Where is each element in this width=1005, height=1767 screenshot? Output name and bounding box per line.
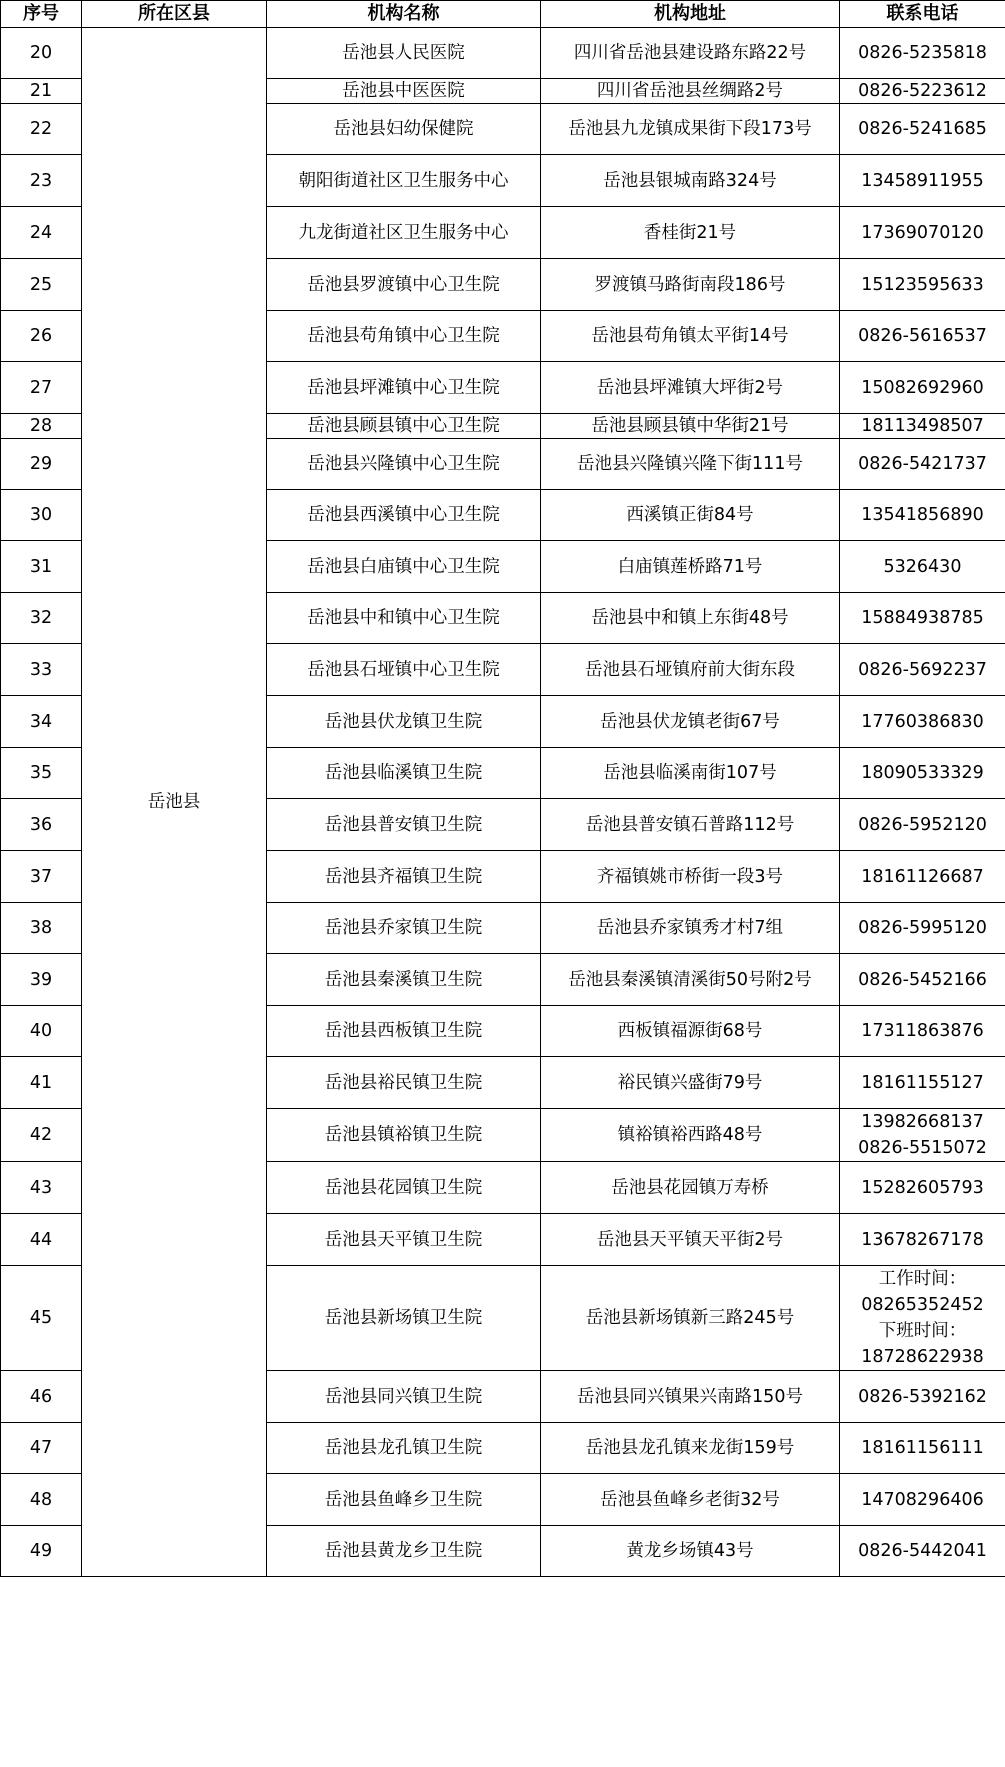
institution-address: 岳池县银城南路324号 <box>541 155 840 207</box>
contact-phone <box>840 799 1005 851</box>
contact-phone <box>840 1162 1005 1214</box>
row-index: 36 <box>1 799 82 851</box>
row-index: 47 <box>1 1423 82 1474</box>
institution-name: 岳池县伏龙镇卫生院 <box>267 696 541 748</box>
institution-name: 岳池县坪滩镇中心卫生院 <box>267 362 541 414</box>
institution-address: 岳池县普安镇石普路112号 <box>541 799 840 851</box>
institution-address: 四川省岳池县建设路东路22号 <box>541 28 840 79</box>
institution-name: 岳池县鱼峰乡卫生院 <box>267 1474 541 1526</box>
institution-address: 香桂街21号 <box>541 207 840 259</box>
institution-name: 岳池县西溪镇中心卫生院 <box>267 490 541 541</box>
institution-address: 罗渡镇马路街南段186号 <box>541 259 840 311</box>
row-index: 40 <box>1 1006 82 1057</box>
institution-address: 岳池县花园镇万寿桥 <box>541 1162 840 1214</box>
row-index: 29 <box>1 439 82 490</box>
row-index: 39 <box>1 954 82 1006</box>
phone-line: 0826-5235818 <box>858 43 987 63</box>
phone-line: 08265352452 <box>861 1295 984 1315</box>
row-index: 33 <box>1 644 82 696</box>
institution-address: 四川省岳池县丝绸路2号 <box>541 79 840 104</box>
institution-address: 齐福镇姚市桥街一段3号 <box>541 851 840 903</box>
institution-name: 岳池县兴隆镇中心卫生院 <box>267 439 541 490</box>
institution-name: 岳池县乔家镇卫生院 <box>267 903 541 954</box>
row-index: 30 <box>1 490 82 541</box>
institution-address: 岳池县中和镇上东街48号 <box>541 593 840 644</box>
row-index: 26 <box>1 311 82 362</box>
institution-name: 岳池县罗渡镇中心卫生院 <box>267 259 541 311</box>
phone-line: 0826-5995120 <box>858 918 987 938</box>
row-index: 23 <box>1 155 82 207</box>
phone-line: 13458911955 <box>861 170 984 191</box>
institution-name: 岳池县天平镇卫生院 <box>267 1214 541 1266</box>
contact-phone <box>840 644 1005 696</box>
row-index: 46 <box>1 1371 82 1423</box>
institution-name: 岳池县同兴镇卫生院 <box>267 1371 541 1423</box>
phone-line: 15123595633 <box>861 274 984 295</box>
institution-name: 岳池县镇裕镇卫生院 <box>267 1109 541 1162</box>
institution-name: 岳池县中和镇中心卫生院 <box>267 593 541 644</box>
row-index: 42 <box>1 1109 82 1162</box>
institution-address: 西溪镇正街84号 <box>541 490 840 541</box>
header-row <box>1 1 1005 28</box>
institution-address: 裕民镇兴盛街79号 <box>541 1057 840 1109</box>
phone-line: 15282605793 <box>861 1177 984 1198</box>
institution-name: 岳池县中医医院 <box>267 79 541 104</box>
phone-line: 0826-5452166 <box>858 969 987 990</box>
institution-name: 岳池县普安镇卫生院 <box>267 799 541 851</box>
institution-address: 镇裕镇裕西路48号 <box>541 1109 840 1162</box>
contact-phone <box>840 79 1005 104</box>
row-index: 25 <box>1 259 82 311</box>
contact-phone <box>840 593 1005 644</box>
row-index: 49 <box>1 1526 82 1577</box>
contact-phone <box>840 1057 1005 1109</box>
contact-phone <box>840 1526 1005 1577</box>
header-address: 机构地址 <box>541 1 840 28</box>
institution-name: 岳池县秦溪镇卫生院 <box>267 954 541 1006</box>
contact-phone <box>840 155 1005 207</box>
phone-line: 18161126687 <box>861 866 984 887</box>
institution-address: 黄龙乡场镇43号 <box>541 1526 840 1577</box>
institution-name: 岳池县苟角镇中心卫生院 <box>267 311 541 362</box>
phone-line: 0826-5952120 <box>858 814 987 835</box>
contact-phone <box>840 851 1005 903</box>
phone-line: 18728622938 <box>861 1347 984 1367</box>
phone-line: 0826-5692237 <box>858 659 987 680</box>
institution-name: 岳池县齐福镇卫生院 <box>267 851 541 903</box>
header-district: 所在区县 <box>82 1 267 28</box>
institution-address: 岳池县同兴镇果兴南路150号 <box>541 1371 840 1423</box>
phone-line: 15884938785 <box>861 608 984 628</box>
institution-address: 岳池县苟角镇太平街14号 <box>541 311 840 362</box>
header-index: 序号 <box>1 1 82 28</box>
phone-line: 17760386830 <box>861 711 984 732</box>
contact-phone <box>840 696 1005 748</box>
phone-line: 0826-5241685 <box>858 119 987 139</box>
row-index: 41 <box>1 1057 82 1109</box>
phone-line: 工作时间： <box>878 1269 967 1289</box>
institution-address: 岳池县石垭镇府前大街东段 <box>541 644 840 696</box>
contact-phone <box>840 748 1005 799</box>
contact-phone <box>840 1109 1005 1162</box>
row-index: 35 <box>1 748 82 799</box>
institution-name: 岳池县临溪镇卫生院 <box>267 748 541 799</box>
institution-address: 岳池县伏龙镇老街67号 <box>541 696 840 748</box>
phone-line: 0826-5515072 <box>858 1138 987 1158</box>
row-index: 22 <box>1 104 82 155</box>
institution-name: 岳池县人民医院 <box>267 28 541 79</box>
institution-name: 九龙街道社区卫生服务中心 <box>267 207 541 259</box>
contact-phone <box>840 207 1005 259</box>
phone-line: 0826-5421737 <box>858 454 987 474</box>
institution-address: 岳池县新场镇新三路245号 <box>541 1266 840 1371</box>
phone-line: 18090533329 <box>861 763 984 783</box>
contact-phone <box>840 104 1005 155</box>
contact-phone <box>840 414 1005 439</box>
row-index: 32 <box>1 593 82 644</box>
contact-phone <box>840 490 1005 541</box>
header-name: 机构名称 <box>267 1 541 28</box>
institution-name: 岳池县裕民镇卫生院 <box>267 1057 541 1109</box>
phone-line: 13541856890 <box>861 505 984 525</box>
institution-name: 朝阳街道社区卫生服务中心 <box>267 155 541 207</box>
contact-phone <box>840 1474 1005 1526</box>
institution-name: 岳池县黄龙乡卫生院 <box>267 1526 541 1577</box>
institution-address: 岳池县顾县镇中华街21号 <box>541 414 840 439</box>
row-index: 31 <box>1 541 82 593</box>
phone-line: 5326430 <box>883 556 962 577</box>
phone-line: 0826-5616537 <box>858 326 987 346</box>
contact-phone <box>840 362 1005 414</box>
contact-phone <box>840 541 1005 593</box>
row-index: 24 <box>1 207 82 259</box>
contact-phone <box>840 1006 1005 1057</box>
table-body <box>1 28 1005 1577</box>
contact-phone <box>840 1266 1005 1371</box>
institution-address: 岳池县坪滩镇大坪街2号 <box>541 362 840 414</box>
institution-address: 西板镇福源街68号 <box>541 1006 840 1057</box>
phone-line: 0826-5392162 <box>858 1386 987 1407</box>
phone-line: 14708296406 <box>861 1489 984 1510</box>
contact-phone <box>840 259 1005 311</box>
institution-address: 岳池县乔家镇秀才村7组 <box>541 903 840 954</box>
row-index: 37 <box>1 851 82 903</box>
contact-phone <box>840 1371 1005 1423</box>
institution-address: 岳池县鱼峰乡老街32号 <box>541 1474 840 1526</box>
row-index: 27 <box>1 362 82 414</box>
contact-phone <box>840 439 1005 490</box>
institution-address: 岳池县秦溪镇清溪街50号附2号 <box>541 954 840 1006</box>
table-row <box>1 28 1005 79</box>
phone-line: 下班时间： <box>878 1321 967 1341</box>
contact-phone <box>840 1214 1005 1266</box>
row-index: 20 <box>1 28 82 79</box>
header-phone: 联系电话 <box>840 1 1005 28</box>
phone-line: 0826-5223612 <box>858 81 987 101</box>
institution-address: 白庙镇莲桥路71号 <box>541 541 840 593</box>
phone-line: 17311863876 <box>861 1021 984 1041</box>
institution-name: 岳池县花园镇卫生院 <box>267 1162 541 1214</box>
row-index: 28 <box>1 414 82 439</box>
row-index: 21 <box>1 79 82 104</box>
phone-line: 18161155127 <box>861 1072 984 1093</box>
row-index: 45 <box>1 1266 82 1371</box>
contact-phone <box>840 954 1005 1006</box>
institution-name: 岳池县新场镇卫生院 <box>267 1266 541 1371</box>
institution-name: 岳池县龙孔镇卫生院 <box>267 1423 541 1474</box>
institution-address: 岳池县九龙镇成果街下段173号 <box>541 104 840 155</box>
phone-line: 18161156111 <box>861 1438 984 1458</box>
phone-line: 18113498507 <box>861 416 984 436</box>
institution-address: 岳池县兴隆镇兴隆下街111号 <box>541 439 840 490</box>
phone-line: 15082692960 <box>861 377 984 398</box>
institution-address: 岳池县临溪南街107号 <box>541 748 840 799</box>
row-index: 34 <box>1 696 82 748</box>
institution-name: 岳池县白庙镇中心卫生院 <box>267 541 541 593</box>
institution-name: 岳池县顾县镇中心卫生院 <box>267 414 541 439</box>
row-index: 48 <box>1 1474 82 1526</box>
district-cell: 岳池县 <box>82 28 267 1577</box>
row-index: 38 <box>1 903 82 954</box>
contact-phone <box>840 28 1005 79</box>
contact-phone <box>840 311 1005 362</box>
phone-line: 0826-5442041 <box>858 1541 987 1561</box>
institution-name: 岳池县妇幼保健院 <box>267 104 541 155</box>
row-index: 44 <box>1 1214 82 1266</box>
contact-phone <box>840 903 1005 954</box>
institution-name: 岳池县石垭镇中心卫生院 <box>267 644 541 696</box>
phone-line: 13982668137 <box>861 1112 984 1132</box>
institution-name: 岳池县西板镇卫生院 <box>267 1006 541 1057</box>
phone-line: 17369070120 <box>861 222 984 243</box>
phone-line: 13678267178 <box>861 1229 984 1250</box>
contact-phone <box>840 1423 1005 1474</box>
row-index: 43 <box>1 1162 82 1214</box>
institution-address: 岳池县龙孔镇来龙街159号 <box>541 1423 840 1474</box>
institution-address: 岳池县天平镇天平街2号 <box>541 1214 840 1266</box>
